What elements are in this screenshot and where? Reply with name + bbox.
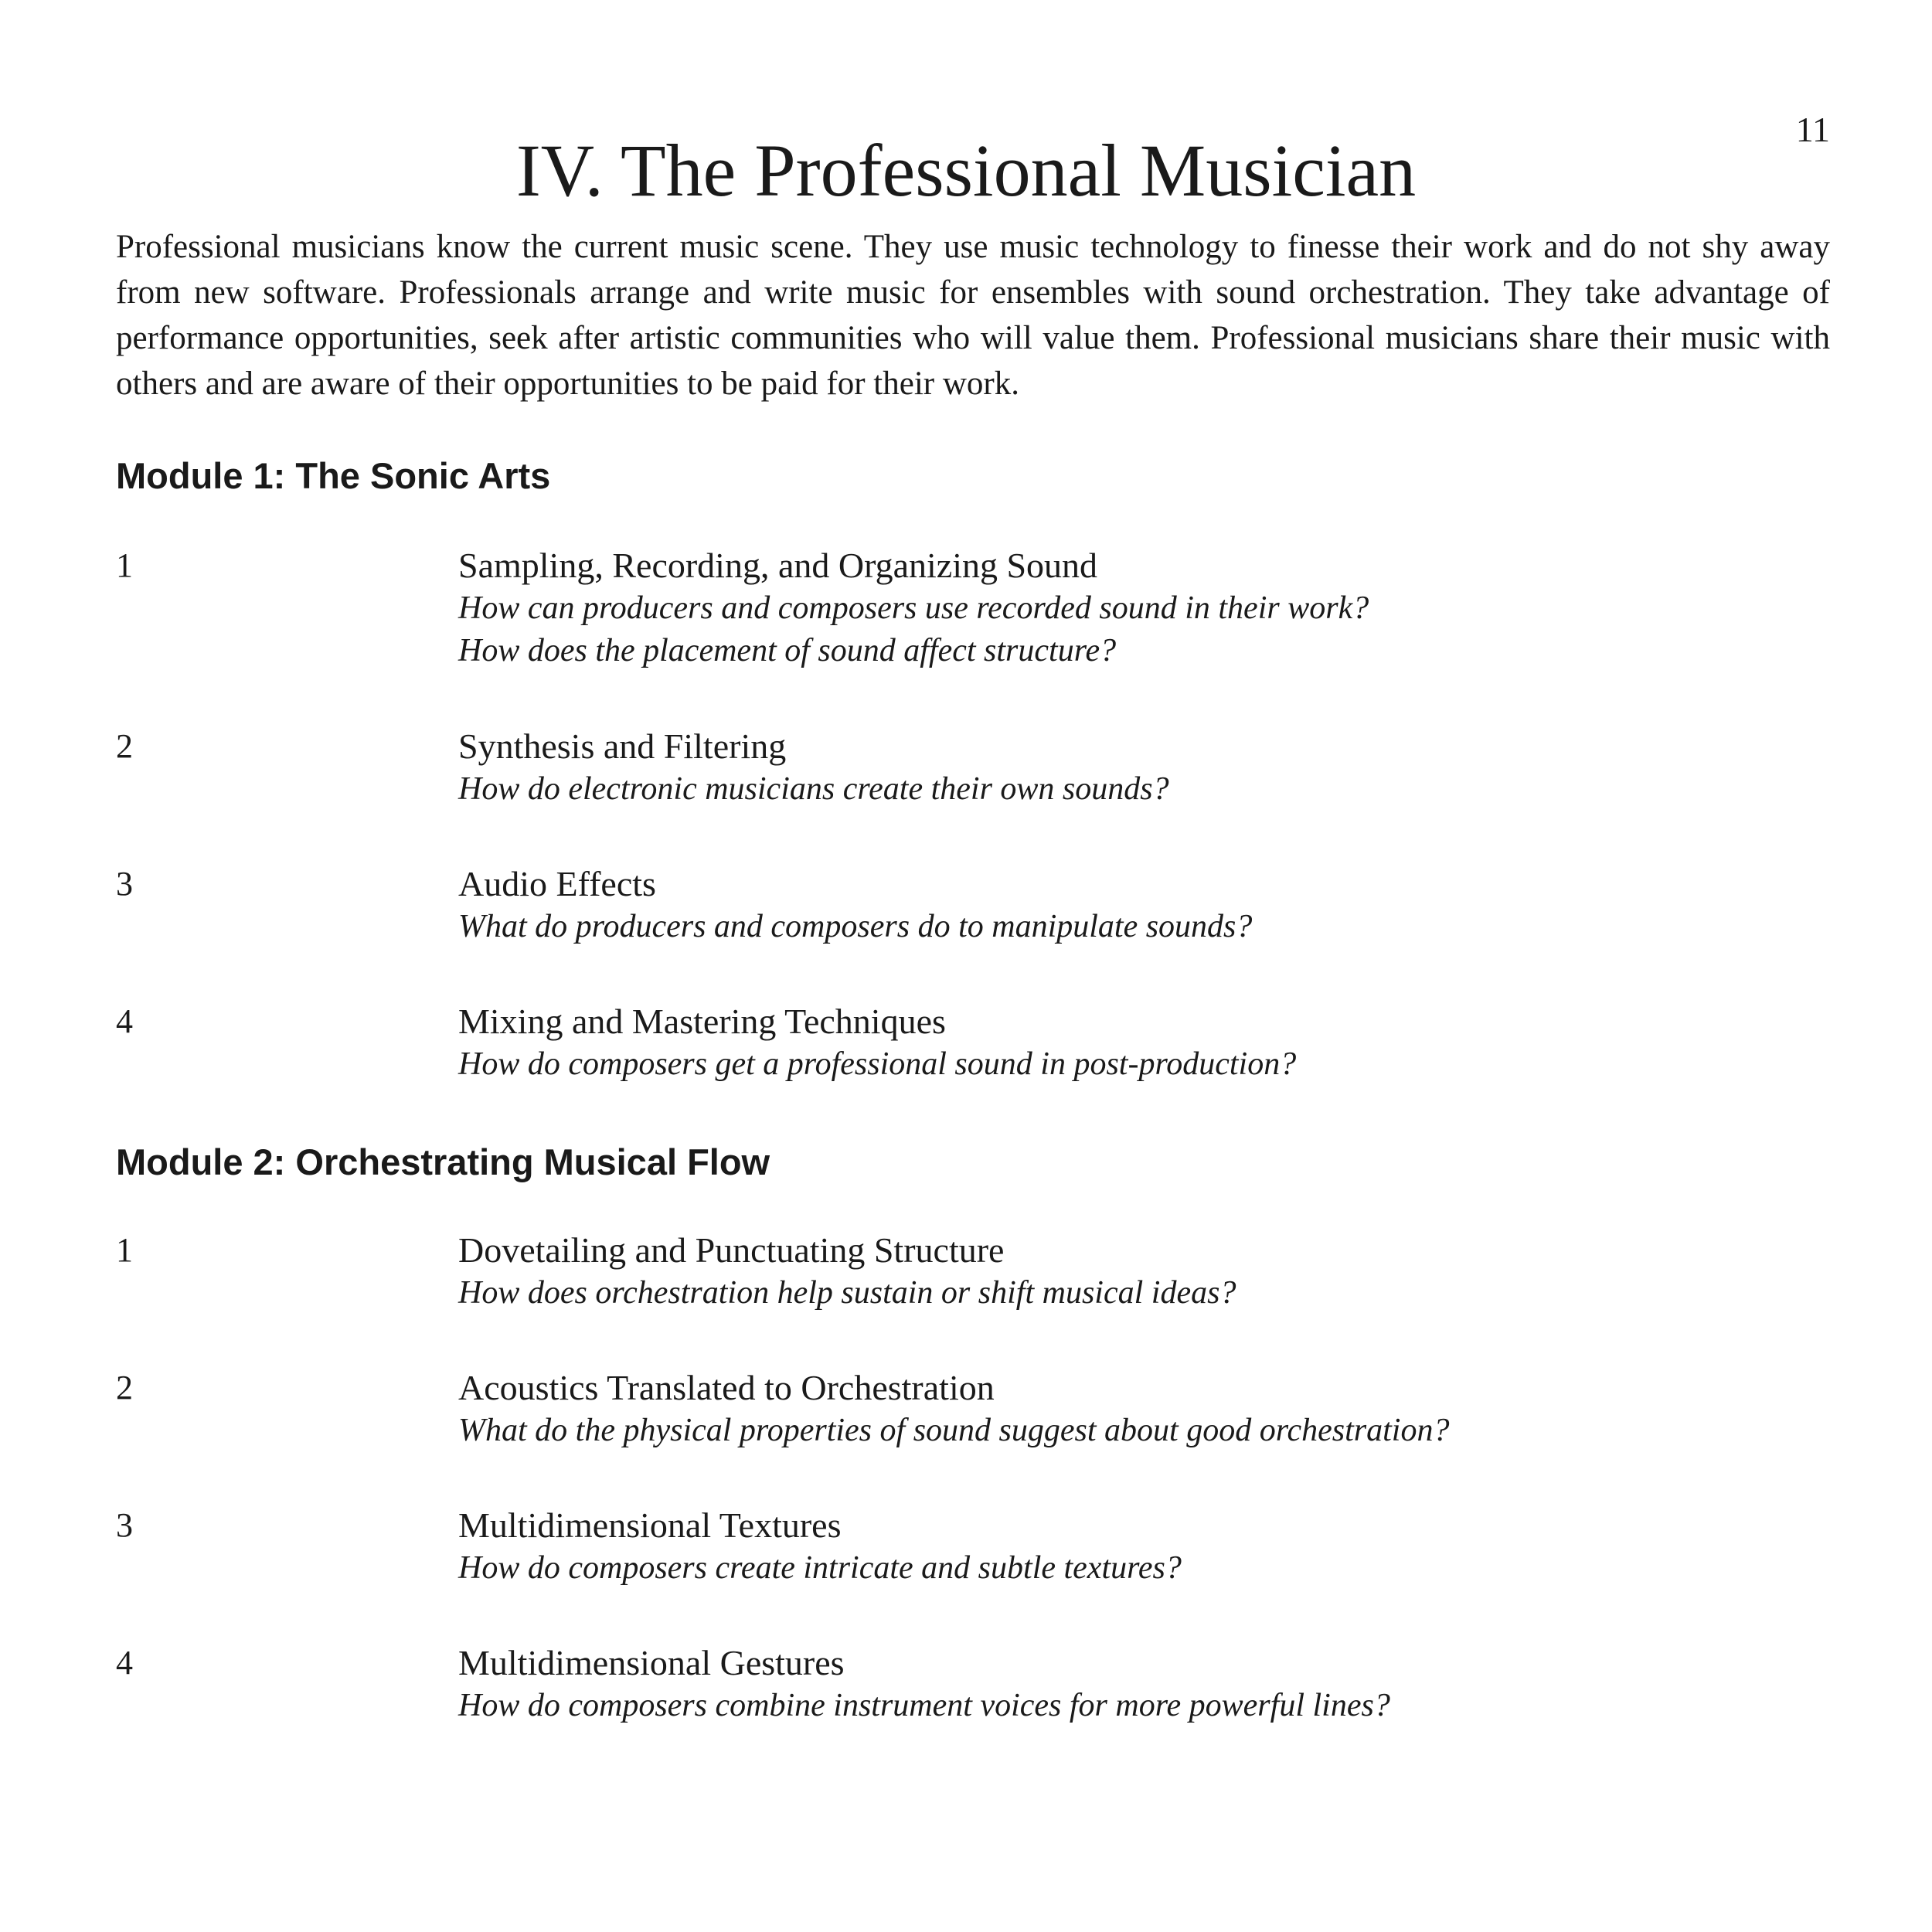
page-number: 11	[1795, 110, 1830, 149]
lesson-number: 1	[116, 1231, 133, 1269]
lesson-title: Multidimensional Gestures	[458, 1643, 845, 1682]
lesson-number: 3	[116, 865, 133, 903]
lesson-question: How do composers combine instrument voices for more powerful lines?	[458, 1688, 1390, 1723]
lesson-question: What do producers and composers do to manipulate sounds?	[458, 909, 1253, 944]
lesson-title: Acoustics Translated to Orchestration	[458, 1368, 995, 1407]
lesson-number: 2	[116, 727, 133, 765]
lesson-question: How do composers create intricate and subtle textures?	[458, 1550, 1182, 1586]
lesson-question: How does the placement of sound affect structure?	[458, 633, 1117, 668]
lesson-question: How can producers and composers use recorded sound in their work?	[458, 590, 1369, 626]
module-2-heading: Module 2: Orchestrating Musical Flow	[116, 1141, 770, 1182]
lesson-number: 1	[116, 546, 133, 584]
lesson-question: What do the physical properties of sound suggest about good orchestration?	[458, 1413, 1450, 1448]
intro-paragraph: Professional musicians know the current music scene. They use music technology to finesse their work and do not shy away from new software. Professionals arrange and write music for ensembles with sound orchestration. They take advantage of performance opportunities, seek after artistic communities who will value them. Professional musicians share their music with others and are aware of their opportunities to be paid for their work.	[116, 229, 1830, 402]
lesson-title: Audio Effects	[458, 864, 656, 903]
lesson-number: 3	[116, 1506, 133, 1544]
lesson-title: Mixing and Mastering Techniques	[458, 1002, 946, 1041]
lesson-number: 4	[116, 1002, 133, 1040]
lesson-title: Dovetailing and Punctuating Structure	[458, 1230, 1005, 1270]
lesson-title: Multidimensional Textures	[458, 1505, 842, 1545]
page-title: IV. The Professional Musician	[515, 129, 1417, 212]
lesson-number: 4	[116, 1644, 133, 1682]
lesson-question: How do composers get a professional sound in post-production?	[458, 1046, 1297, 1082]
lesson-question: How does orchestration help sustain or shift musical ideas?	[458, 1275, 1236, 1311]
lesson-number: 2	[116, 1369, 133, 1406]
lesson-title: Sampling, Recording, and Organizing Sound	[458, 546, 1098, 585]
lesson-question: How do electronic musicians create their own sounds?	[458, 771, 1169, 807]
module-1-heading: Module 1: The Sonic Arts	[116, 455, 551, 496]
lesson-title: Synthesis and Filtering	[458, 726, 787, 766]
